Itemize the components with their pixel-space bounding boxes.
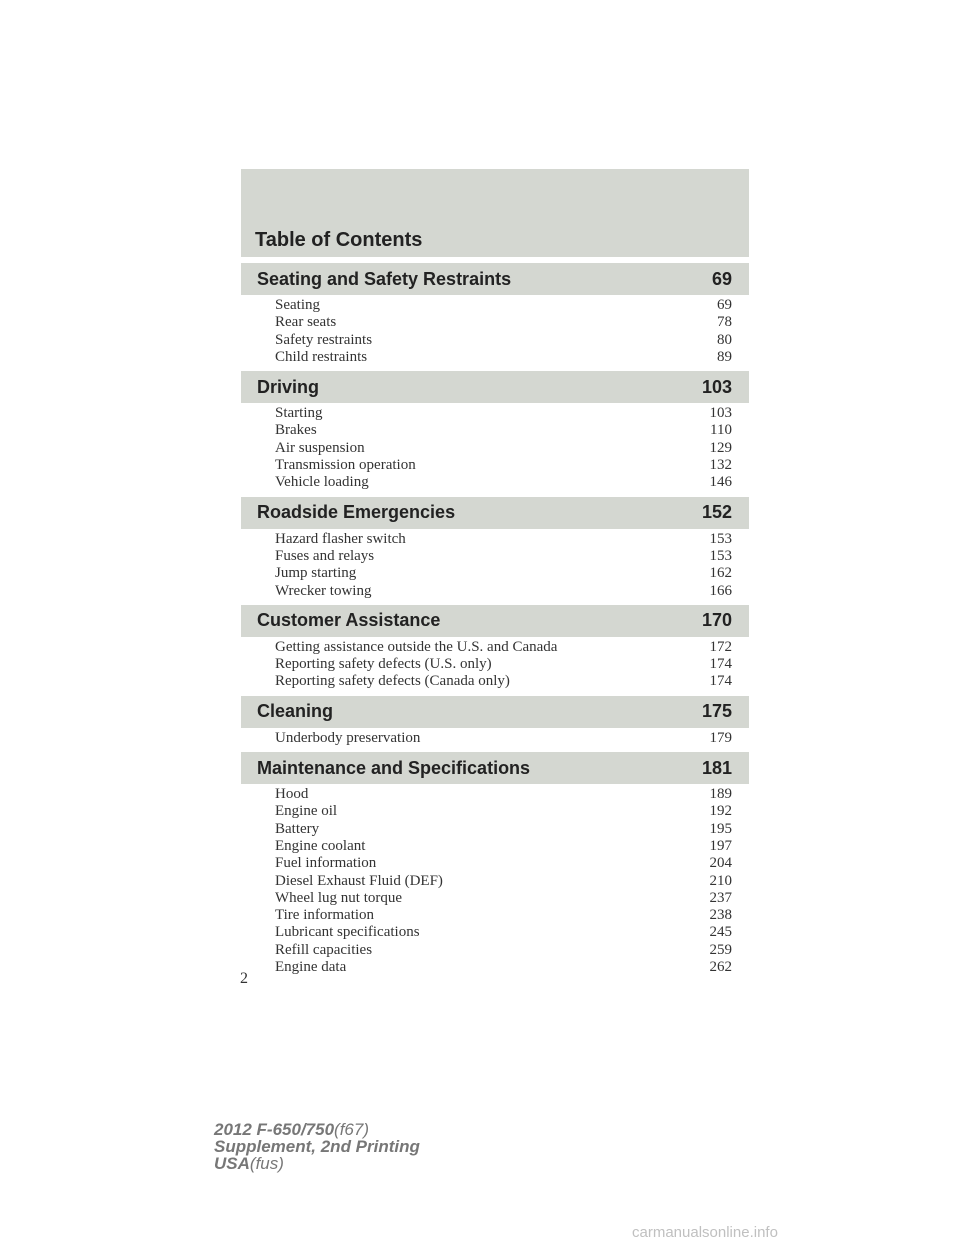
footer-model-code: (f67) xyxy=(334,1120,370,1139)
section-page: 152 xyxy=(701,502,732,523)
footer xyxy=(214,1121,420,1172)
entry-label: Getting assistance outside the U.S. and Canada xyxy=(275,638,558,655)
entry-page: 166 xyxy=(709,582,732,599)
toc-entry[interactable] xyxy=(275,730,732,747)
toc-entry[interactable] xyxy=(275,803,732,820)
toc-entry[interactable] xyxy=(275,474,732,491)
section-page: 69 xyxy=(711,268,732,289)
toc-entry[interactable] xyxy=(275,422,732,439)
toc-entry[interactable] xyxy=(275,349,732,366)
entry-label: Diesel Exhaust Fluid (DEF) xyxy=(275,872,443,889)
entry-page: 89 xyxy=(717,348,732,365)
toc-entry[interactable] xyxy=(275,673,732,690)
toc-entry[interactable] xyxy=(275,855,732,872)
entry-page: 78 xyxy=(717,314,732,331)
entry-page: 192 xyxy=(709,803,732,820)
entry-label: Lubricant specifications xyxy=(275,924,420,941)
footer-model: 2012 F-650/750 xyxy=(214,1120,335,1139)
entry-page: 179 xyxy=(709,729,732,746)
toc-entry[interactable] xyxy=(275,583,732,600)
section-title: Roadside Emergencies xyxy=(257,502,456,523)
entry-label: Jump starting xyxy=(275,565,357,582)
entry-page: 174 xyxy=(709,656,732,673)
toc-entry[interactable] xyxy=(275,440,732,457)
section-page: 170 xyxy=(701,610,732,631)
toc-entry[interactable] xyxy=(275,907,732,924)
entry-page: 238 xyxy=(709,907,732,924)
entry-label: Tire information xyxy=(275,907,375,924)
section-page: 175 xyxy=(701,701,732,722)
section-header[interactable] xyxy=(241,497,749,529)
entry-page: 237 xyxy=(709,889,732,906)
entry-label: Transmission operation xyxy=(275,457,416,474)
entry-page: 189 xyxy=(709,786,732,803)
toc-entry[interactable] xyxy=(275,405,732,422)
entry-page: 172 xyxy=(709,638,732,655)
toc-entry[interactable] xyxy=(275,821,732,838)
section-entries xyxy=(241,529,749,605)
section-title: Driving xyxy=(257,376,320,397)
toc-entry[interactable] xyxy=(275,959,732,976)
entry-page: 103 xyxy=(709,405,732,422)
entry-label: Starting xyxy=(275,405,323,422)
entry-page: 204 xyxy=(709,855,732,872)
section-header[interactable] xyxy=(241,605,749,637)
section-entries xyxy=(241,637,749,696)
entry-label: Wrecker towing xyxy=(275,582,372,599)
entry-page: 174 xyxy=(709,673,732,690)
entry-label: Engine coolant xyxy=(275,837,366,854)
toc-entry[interactable] xyxy=(275,314,732,331)
entry-label: Air suspension xyxy=(275,439,365,456)
footer-line-3 xyxy=(214,1155,420,1172)
toc-entry[interactable] xyxy=(275,656,732,673)
page-number: 2 xyxy=(240,970,248,987)
entry-page: 153 xyxy=(709,530,732,547)
section-title: Maintenance and Specifications xyxy=(257,757,531,778)
toc-entry[interactable] xyxy=(275,838,732,855)
toc-entry[interactable] xyxy=(275,942,732,959)
entry-label: Fuses and relays xyxy=(275,547,375,564)
entry-label: Rear seats xyxy=(275,314,337,331)
entry-page: 110 xyxy=(710,422,732,439)
section-header[interactable] xyxy=(241,752,749,784)
section-title: Cleaning xyxy=(257,701,334,722)
entry-page: 197 xyxy=(709,837,732,854)
entry-label: Refill capacities xyxy=(275,941,373,958)
entry-label: Child restraints xyxy=(275,348,368,365)
toc-entry[interactable] xyxy=(275,548,732,565)
entry-label: Fuel information xyxy=(275,855,377,872)
footer-line-1 xyxy=(214,1121,420,1138)
section-page: 103 xyxy=(701,376,732,397)
entry-page: 259 xyxy=(709,941,732,958)
entry-label: Safety restraints xyxy=(275,331,373,348)
section-entries xyxy=(241,295,749,371)
section-header[interactable] xyxy=(241,263,749,295)
toc-entry[interactable] xyxy=(275,565,732,582)
entry-page: 132 xyxy=(709,457,732,474)
section-header[interactable] xyxy=(241,696,749,728)
entry-label: Battery xyxy=(275,820,320,837)
entry-page: 262 xyxy=(709,959,732,976)
entry-label: Wheel lug nut torque xyxy=(275,889,403,906)
toc-entry[interactable] xyxy=(275,531,732,548)
entry-label: Underbody preservation xyxy=(275,729,421,746)
section-title: Seating and Safety Restraints xyxy=(257,268,512,289)
section-entries xyxy=(241,784,749,981)
section-page: 181 xyxy=(701,757,732,778)
page-title: Table of Contents xyxy=(255,229,423,251)
section-header[interactable] xyxy=(241,371,749,403)
entry-label: Hazard flasher switch xyxy=(275,530,406,547)
entry-page: 146 xyxy=(709,474,732,491)
entry-page: 153 xyxy=(709,547,732,564)
entry-label: Vehicle loading xyxy=(275,474,369,491)
footer-line-2: Supplement, 2nd Printing xyxy=(214,1137,420,1156)
toc-entry[interactable] xyxy=(275,457,732,474)
table-of-contents xyxy=(241,263,749,981)
toc-entry[interactable] xyxy=(275,297,732,314)
toc-entry[interactable] xyxy=(275,639,732,656)
toc-entry[interactable] xyxy=(275,873,732,890)
footer-market-code: (fus) xyxy=(249,1154,284,1173)
entry-page: 69 xyxy=(717,297,732,313)
entry-page: 129 xyxy=(709,439,732,456)
entry-page: 245 xyxy=(709,924,732,941)
entry-label: Seating xyxy=(275,297,320,313)
footer-market: USA xyxy=(214,1154,250,1173)
entry-label: Reporting safety defects (Canada only) xyxy=(275,673,510,690)
entry-page: 162 xyxy=(709,565,732,582)
toc-entry[interactable] xyxy=(275,332,732,349)
entry-label: Hood xyxy=(275,786,309,803)
entry-page: 195 xyxy=(709,820,732,837)
entry-label: Reporting safety defects (U.S. only) xyxy=(275,656,492,673)
entry-page: 210 xyxy=(709,872,732,889)
toc-entry[interactable] xyxy=(275,786,732,803)
watermark: carmanualsonline.info xyxy=(632,1224,778,1241)
entry-label: Engine oil xyxy=(275,803,338,820)
entry-label: Engine data xyxy=(275,959,347,976)
toc-entry[interactable] xyxy=(275,890,732,907)
section-entries xyxy=(241,403,749,496)
section-title: Customer Assistance xyxy=(257,610,441,631)
entry-page: 80 xyxy=(717,331,732,348)
section-entries xyxy=(241,728,749,752)
toc-entry[interactable] xyxy=(275,924,732,941)
entry-label: Brakes xyxy=(275,422,317,439)
